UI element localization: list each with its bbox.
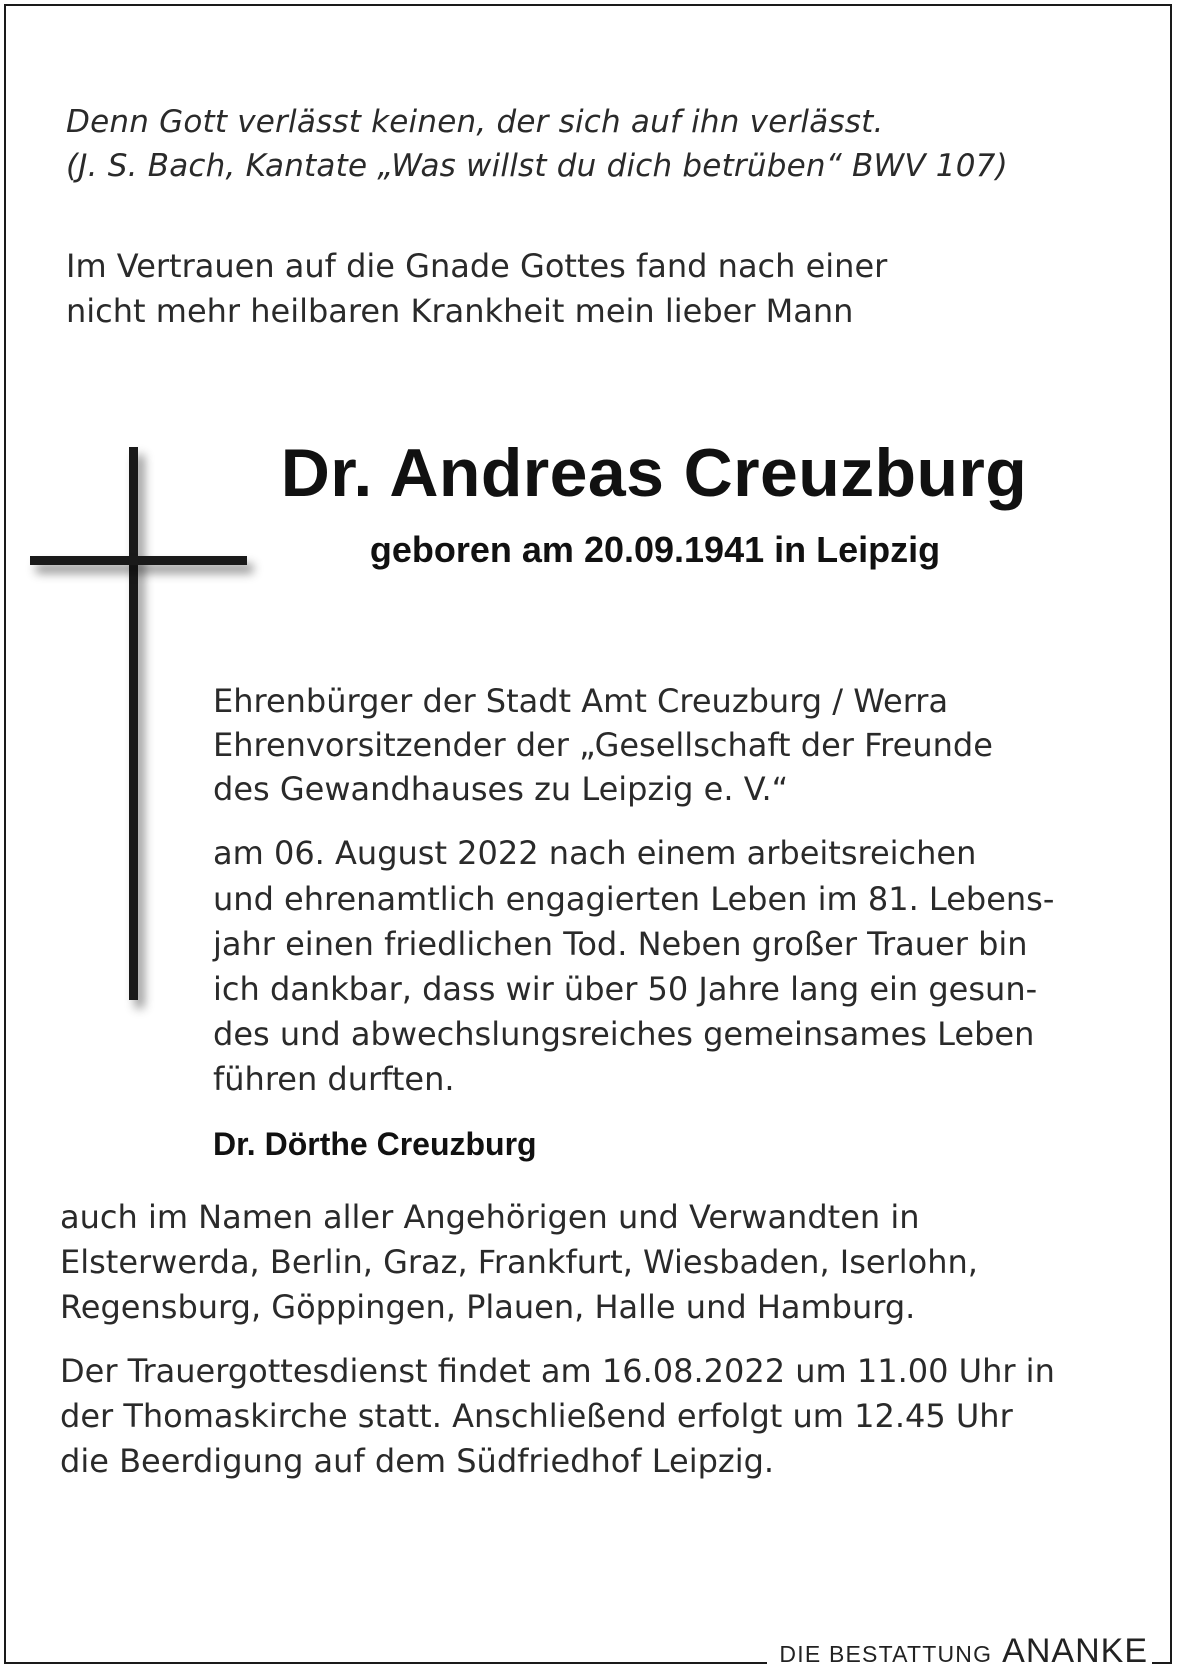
deceased-name: Dr. Andreas Creuzburg: [280, 435, 1028, 511]
relatives-line-3: Regensburg, Göppingen, Plauen, Halle und Hamburg.: [60, 1288, 916, 1326]
death-text-line-6: führen durften.: [213, 1060, 455, 1098]
bible-quote-line-1: Denn Gott verlässt keinen, der sich auf ihn verlässt.: [66, 104, 884, 140]
intro-line-2: nicht mehr heilbaren Krankheit mein lieber Mann: [66, 292, 854, 330]
footer-brand: ANANKE: [1002, 1632, 1148, 1670]
intro-line-1: Im Vertrauen auf die Gnade Gottes fand nach einer: [66, 247, 888, 285]
honor-line-2: Ehrenvorsitzender der „Gesellschaft der Freunde: [213, 726, 993, 764]
signer-name: Dr. Dörthe Creuzburg: [213, 1126, 537, 1162]
honor-line-1: Ehrenbürger der Stadt Amt Creuzburg / Werra: [213, 682, 949, 720]
relatives-line-1: auch im Namen aller Angehörigen und Verwandten in: [60, 1198, 920, 1236]
death-text-line-1: am 06. August 2022 nach einem arbeitsreichen: [213, 834, 977, 872]
death-text-line-3: jahr einen friedlichen Tod. Neben großer Trauer bin: [213, 925, 1028, 963]
bible-quote-line-2: (J. S. Bach, Kantate „Was willst du dich betrüben“ BWV 107): [66, 148, 1008, 184]
service-line-3: die Beerdigung auf dem Südfriedhof Leipzig.: [60, 1442, 775, 1480]
death-text-line-4: ich dankbar, dass wir über 50 Jahre lang ein gesun-: [213, 970, 1038, 1008]
relatives-line-2: Elsterwerda, Berlin, Graz, Frankfurt, Wiesbaden, Iserlohn,: [60, 1243, 978, 1281]
death-text-line-5: des und abwechslungsreiches gemeinsames Leben: [213, 1015, 1035, 1053]
death-text-line-2: und ehrenamtlich engagierten Leben im 81. Lebens-: [213, 880, 1055, 918]
honor-line-3: des Gewandhauses zu Leipzig e. V.“: [213, 770, 789, 808]
footer-prefix: DIE BESTATTUNG: [779, 1641, 993, 1667]
birth-info: geboren am 20.09.1941 in Leipzig: [369, 529, 941, 570]
funeral-home-signature: [767, 1632, 1152, 1670]
service-line-1: Der Trauergottesdienst findet am 16.08.2022 um 11.00 Uhr in: [60, 1352, 1055, 1390]
service-line-2: der Thomaskirche statt. Anschließend erfolgt um 12.45 Uhr: [60, 1397, 1013, 1435]
